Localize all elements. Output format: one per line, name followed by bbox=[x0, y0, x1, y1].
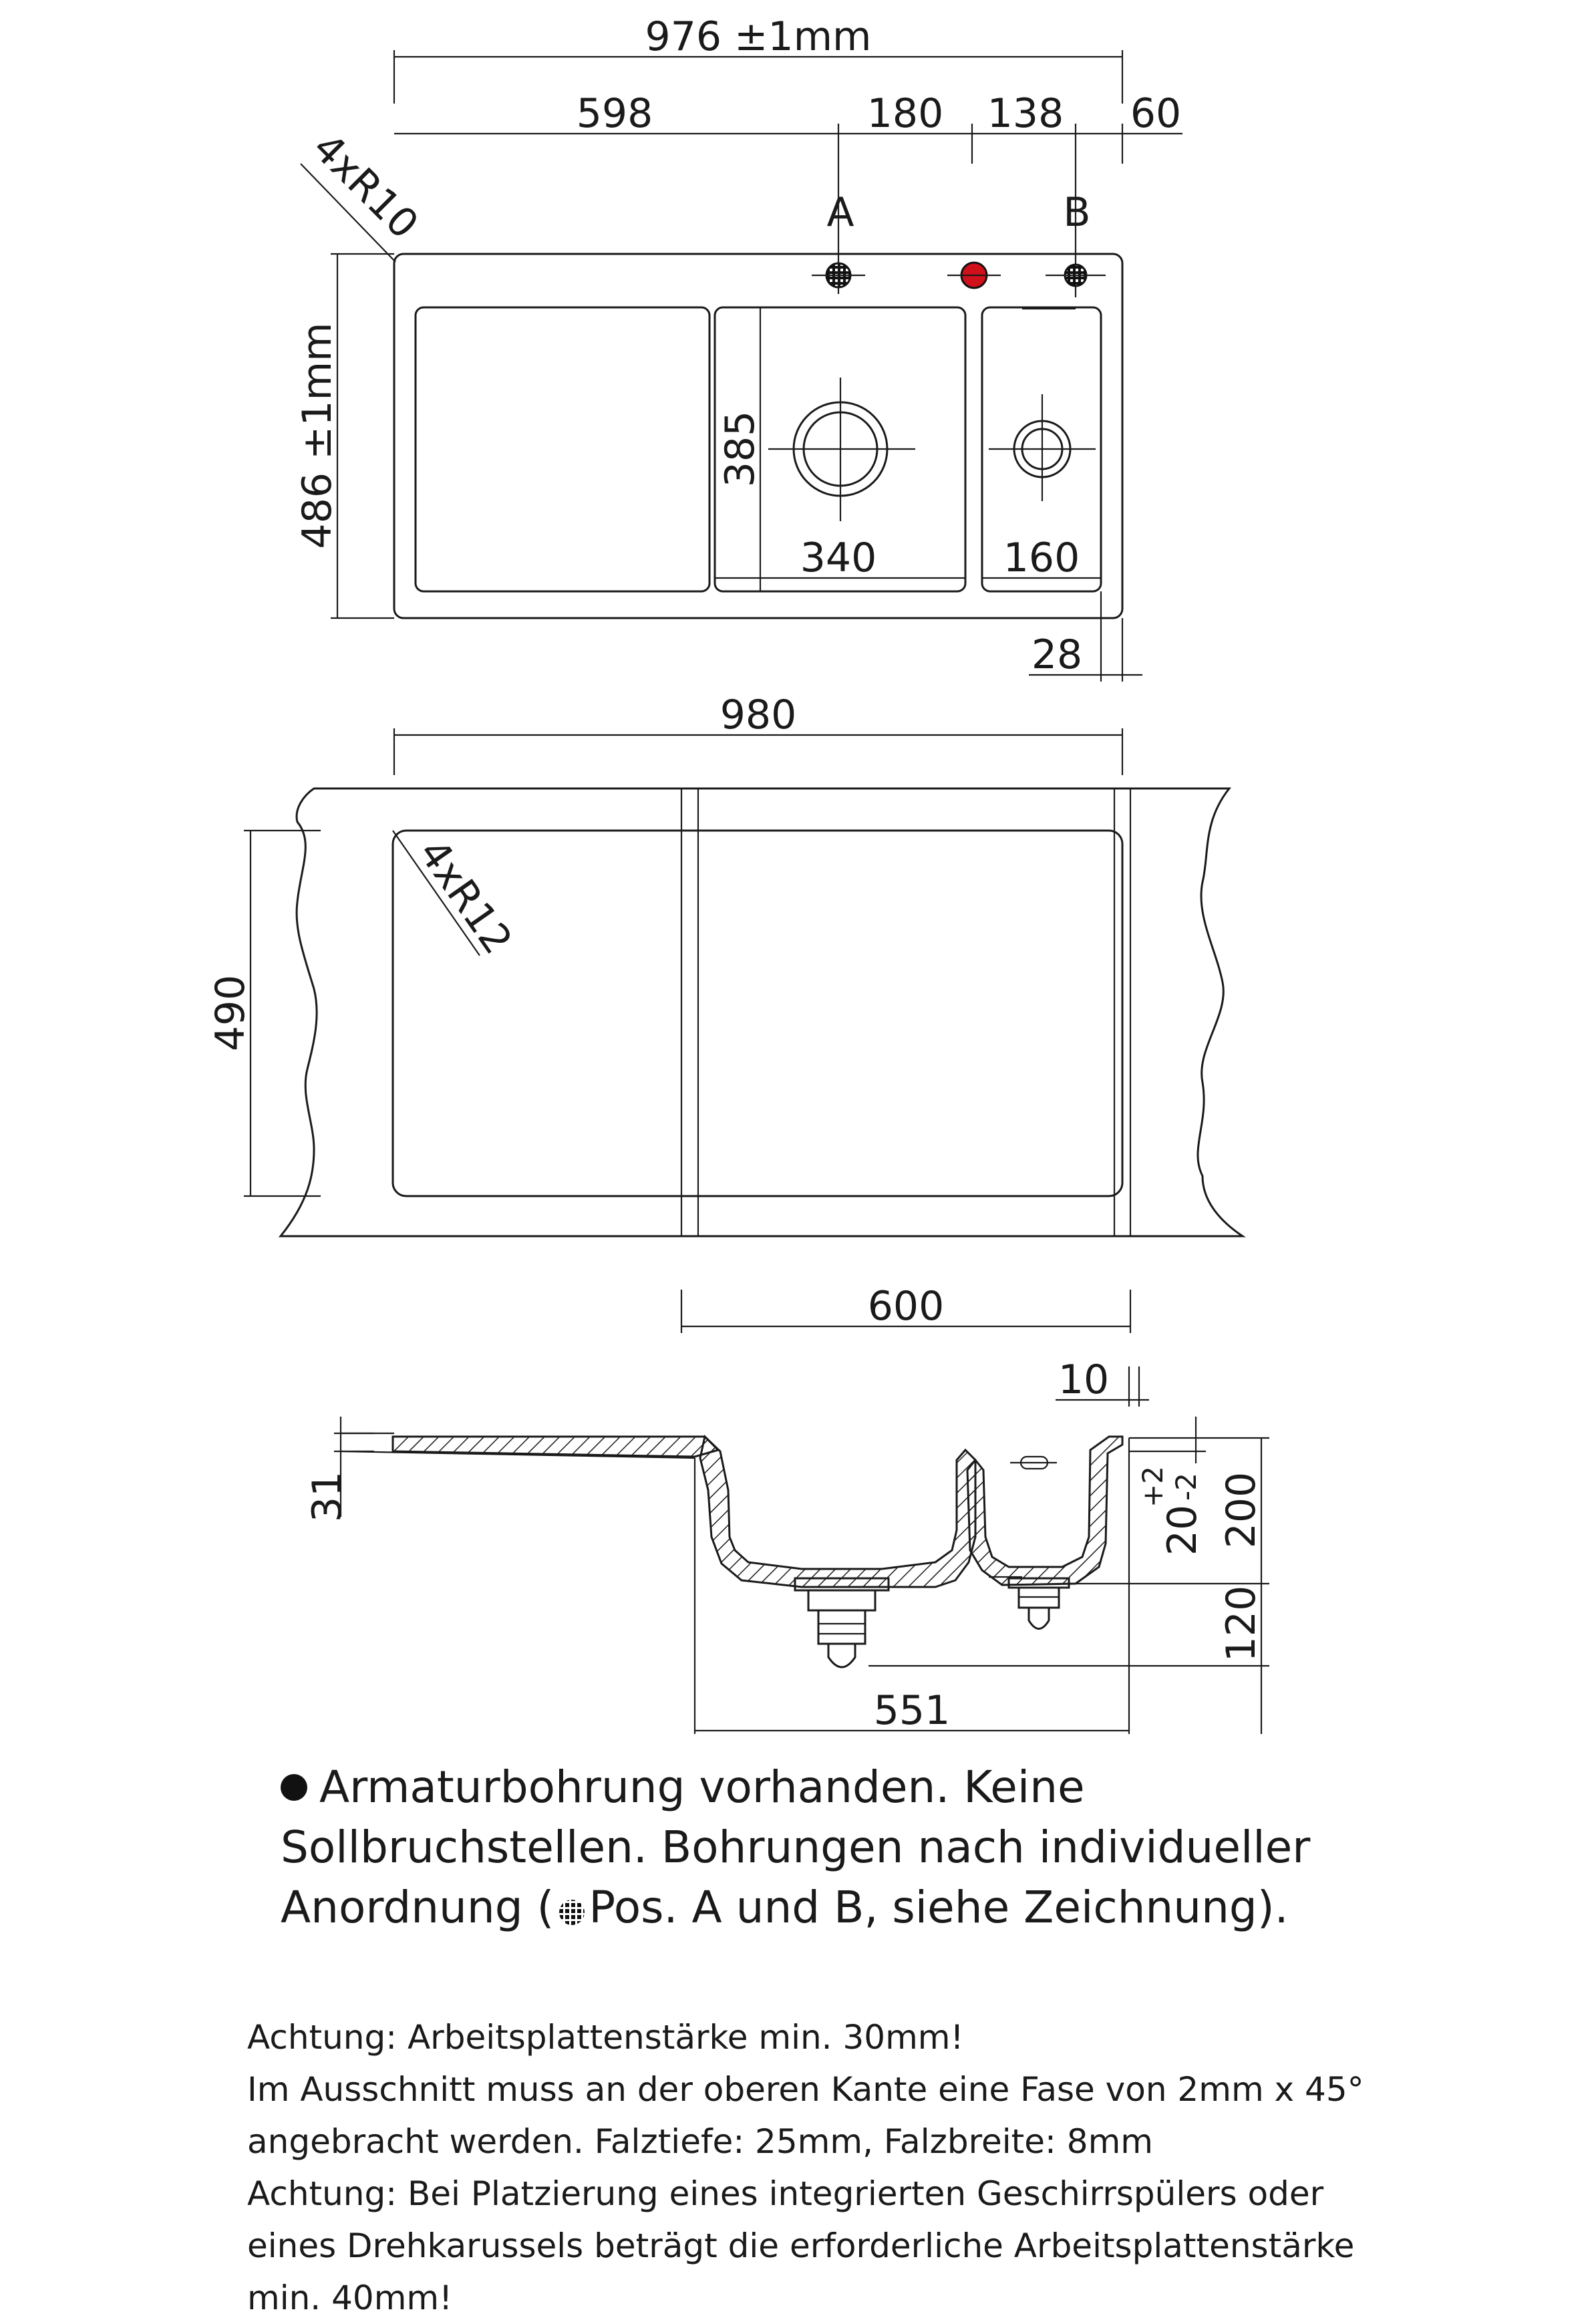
dim-bowl-width: 340 bbox=[800, 535, 877, 581]
bullet-icon bbox=[281, 1774, 307, 1801]
note-line: min. 40mm! bbox=[247, 2279, 453, 2317]
dim-598: 598 bbox=[576, 90, 653, 137]
main-drain-icon bbox=[768, 378, 915, 521]
tolerance-plus: +2 bbox=[1136, 1466, 1169, 1507]
note-line: Im Ausschnitt muss an der oberen Kante eine Fase von 2mm x 45° bbox=[247, 2070, 1364, 2109]
dim-height: 486 ±1mm bbox=[294, 322, 341, 549]
section-view bbox=[304, 1356, 1269, 1734]
note-line: eines Drehkarussels beträgt die erforderliche Arbeitsplattenstärke bbox=[247, 2226, 1355, 2265]
tap-hole-note bbox=[281, 1757, 1416, 1938]
position-b-label: B bbox=[1063, 189, 1091, 236]
cutout-opening bbox=[393, 831, 1122, 1196]
grid-hole-icon bbox=[559, 1900, 585, 1925]
lead-line-3a: Anordnung ( bbox=[281, 1882, 554, 1933]
cutout-radius-label: 4xR12 bbox=[409, 831, 522, 963]
lead-line-2: Sollbruchstellen. Bohrungen nach individueller bbox=[281, 1822, 1311, 1873]
cutout-view bbox=[207, 692, 1243, 1333]
dim-edge-28: 28 bbox=[1031, 631, 1083, 678]
dim-200: 200 bbox=[1218, 1471, 1265, 1549]
position-a-label: A bbox=[826, 189, 854, 236]
dim-138: 138 bbox=[987, 90, 1064, 137]
tap-hole-icon bbox=[947, 263, 1001, 288]
note-line: Achtung: Arbeitsplattenstärke min. 30mm! bbox=[247, 2018, 964, 2057]
dim-small-bowl-width: 160 bbox=[1003, 535, 1080, 581]
dim-31: 31 bbox=[304, 1471, 351, 1523]
dim-cutout-height: 490 bbox=[207, 974, 254, 1052]
dim-120: 120 bbox=[1218, 1585, 1265, 1662]
main-drain-assembly-icon bbox=[795, 1578, 889, 1667]
drainboard bbox=[416, 307, 709, 591]
note-line: angebracht werden. Falztiefe: 25mm, Falzbreite: 8mm bbox=[247, 2122, 1154, 2161]
installation-notes bbox=[247, 2011, 1550, 2324]
dim-cabinet-width: 600 bbox=[867, 1283, 945, 1330]
lead-line-1: Armaturbohrung vorhanden. Keine bbox=[319, 1761, 1085, 1813]
top-view bbox=[294, 13, 1182, 682]
corner-radius-label: 4xR10 bbox=[303, 124, 428, 249]
tap-hole-a-icon bbox=[812, 261, 865, 294]
small-drain-icon bbox=[989, 394, 1096, 501]
section-small-bowl bbox=[967, 1437, 1122, 1585]
tolerance-minus: -2 bbox=[1170, 1473, 1203, 1501]
dim-bowl-height: 385 bbox=[717, 410, 764, 488]
dim-180: 180 bbox=[866, 90, 944, 137]
note-line: Achtung: Bei Platzierung eines integrierten Geschirrspülers oder bbox=[247, 2174, 1324, 2213]
dim-10: 10 bbox=[1058, 1356, 1110, 1403]
dim-60: 60 bbox=[1130, 90, 1182, 137]
dim-551: 551 bbox=[873, 1687, 951, 1734]
lead-line-3b: Pos. A und B, siehe Zeichnung). bbox=[589, 1882, 1289, 1933]
dim-overall-width: 976 ±1mm bbox=[645, 13, 872, 60]
dim-cutout-width: 980 bbox=[720, 692, 797, 738]
section-main-bowl bbox=[700, 1437, 975, 1587]
tap-hole-b-icon bbox=[1022, 265, 1106, 309]
dim-20: 20 bbox=[1159, 1504, 1206, 1556]
